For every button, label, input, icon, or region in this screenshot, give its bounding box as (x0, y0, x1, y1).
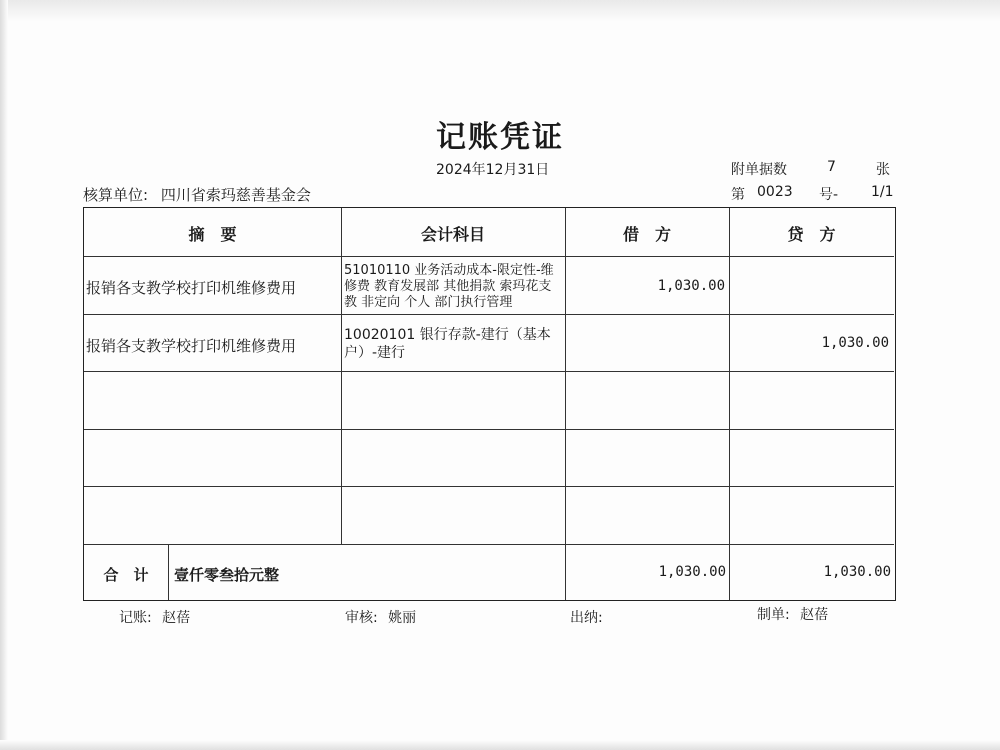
bookkeeper-name: 赵蓓 (162, 610, 191, 626)
row-2-subject: 10020101 银行存款-建行（基本户）-建行 (344, 327, 551, 361)
bookkeeper-label: 记账: (119, 610, 152, 626)
row-2-summary: 报销各支教学校打印机维修费用 (86, 337, 297, 355)
attachments-label: 附单据数 (731, 162, 787, 178)
preparer-label: 制单: (757, 607, 790, 623)
row-divider-4 (84, 486, 894, 487)
row-divider-1 (84, 314, 894, 315)
unit-name: 四川省索玛慈善基金会 (160, 186, 311, 204)
voucher-title: 记账凭证 (436, 120, 564, 155)
number-value: 0023 (757, 184, 793, 200)
row-1-summary: 报销各支教学校打印机维修费用 (86, 279, 297, 297)
unit-label: 核算单位: (83, 186, 149, 204)
total-label-divider (168, 544, 169, 600)
reviewer (345, 607, 416, 627)
attachments-count: 7 (827, 159, 836, 175)
total-debit: 1,030.00 (658, 564, 726, 580)
col-divider-2 (565, 208, 566, 600)
reviewer-name: 姚丽 (388, 610, 417, 626)
reviewer-label: 审核: (345, 610, 378, 626)
row-1-debit: 1,030.00 (657, 278, 725, 294)
row-1-subject: 51010110 业务活动成本-限定性-维修费 教育发展部 其他捐款 索玛花支教 非定向 个人 部门执行管理 (344, 263, 554, 310)
scan-edge-bottom (0, 740, 1000, 750)
col-divider-1 (341, 208, 342, 544)
voucher-date: 2024年12月31日 (436, 162, 550, 178)
number-prefix: 第 (731, 187, 745, 203)
total-amount-in-words: 壹仟零叁拾元整 (174, 566, 280, 584)
preparer-name: 赵蓓 (800, 607, 829, 623)
attachments-unit: 张 (876, 162, 890, 178)
header-subject: 会计科目 (420, 225, 485, 244)
cashier (570, 607, 609, 627)
page-indicator: 1/1 (871, 184, 894, 200)
voucher-table (83, 207, 896, 601)
header-credit: 贷 方 (787, 225, 836, 244)
header-debit: 借 方 (622, 225, 671, 244)
row-2-credit: 1,030.00 (821, 335, 889, 351)
total-credit: 1,030.00 (823, 564, 891, 580)
col-divider-3 (729, 208, 730, 600)
preparer (757, 604, 828, 624)
row-divider-3 (84, 429, 894, 430)
total-label: 合 计 (103, 566, 149, 584)
cashier-label: 出纳: (570, 610, 603, 626)
accounting-unit (83, 184, 311, 205)
row-divider-total (84, 544, 894, 545)
row-divider-header (84, 256, 894, 257)
scan-edge-top (0, 0, 1000, 22)
bookkeeper (119, 607, 190, 627)
header-summary: 摘 要 (188, 225, 237, 244)
number-suffix: 号- (819, 187, 839, 203)
row-divider-2 (84, 371, 894, 372)
